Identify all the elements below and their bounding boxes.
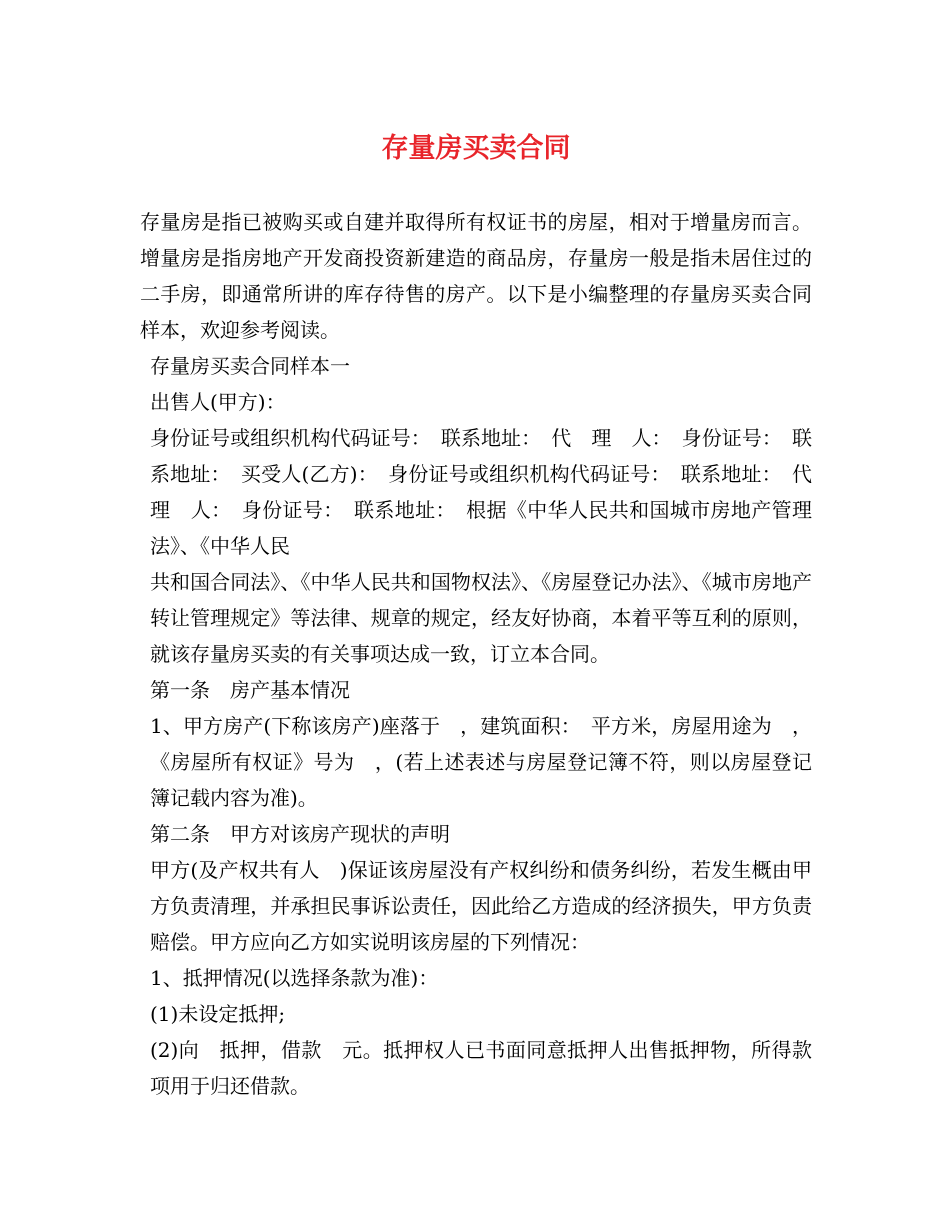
document-title: 存量房买卖合同 (381, 133, 571, 164)
paragraph-seller: 出售人(甲方)： (150, 390, 286, 414)
document-page (140, 118, 832, 1104)
paragraph-article-1-heading: 第一条 房产基本情况 (150, 678, 350, 702)
paragraph-intro: 存量房是指已被购买或自建并取得所有权证书的房屋，相对于增量房而言。增量房是指房地产开发商投资新建造的商品房，存量房一般是指未居住过的二手房，即通常所讲的库存待售的房产。以下是小编整理的存量房买卖合同样本，欢迎参考阅读。 (140, 210, 812, 342)
paragraph-sample-heading: 存量房买卖合同样本一 (150, 354, 350, 378)
document-body (140, 204, 832, 1104)
paragraph-mortgage-heading: 1、抵押情况(以选择条款为准)： (150, 966, 439, 990)
paragraph-legal-basis: 共和国合同法》、《中华人民共和国物权法》、《房屋登记办法》、《城市房地产转让管理规定》等法律、规章的规定，经友好协商，本着平等互利的原则，就该存量房买卖的有关事项达成一致，订立本合同。 (150, 570, 812, 666)
paragraph-article-2-body: 甲方(及产权共有人 )保证该房屋没有产权纠纷和债务纠纷，若发生概由甲方负责清理，并承担民事诉讼责任，因此给乙方造成的经济损失，甲方负责赔偿。甲方应向乙方如实说明该房屋的下列情况： (150, 858, 812, 954)
paragraph-parties: 身份证号或组织机构代码证号： 联系地址： 代 理 人： 身份证号： 联系地址： 买受人(乙方)： 身份证号或组织机构代码证号： 联系地址： 代 理 人： 身份证号： 联系地址： 根据《中华人民共和国城市房地产管理法》、《中华人民 (150, 426, 832, 558)
paragraph-mortgage-option-1: (1)未设定抵押; (150, 1002, 286, 1026)
paragraph-mortgage-option-2: (2)向 抵押，借款 元。抵押权人已书面同意抵押人出售抵押物，所得款项用于归还借款。 (150, 1038, 812, 1098)
paragraph-article-1-body: 1、甲方房产(下称该房产)座落于 ，建筑面积： 平方米，房屋用途为 ，《房屋所有权证》号为 ，(若上述表述与房屋登记簿不符，则以房屋登记簿记载内容为准)。 (150, 714, 812, 810)
paragraph-article-2-heading: 第二条 甲方对该房产现状的声明 (150, 822, 450, 846)
